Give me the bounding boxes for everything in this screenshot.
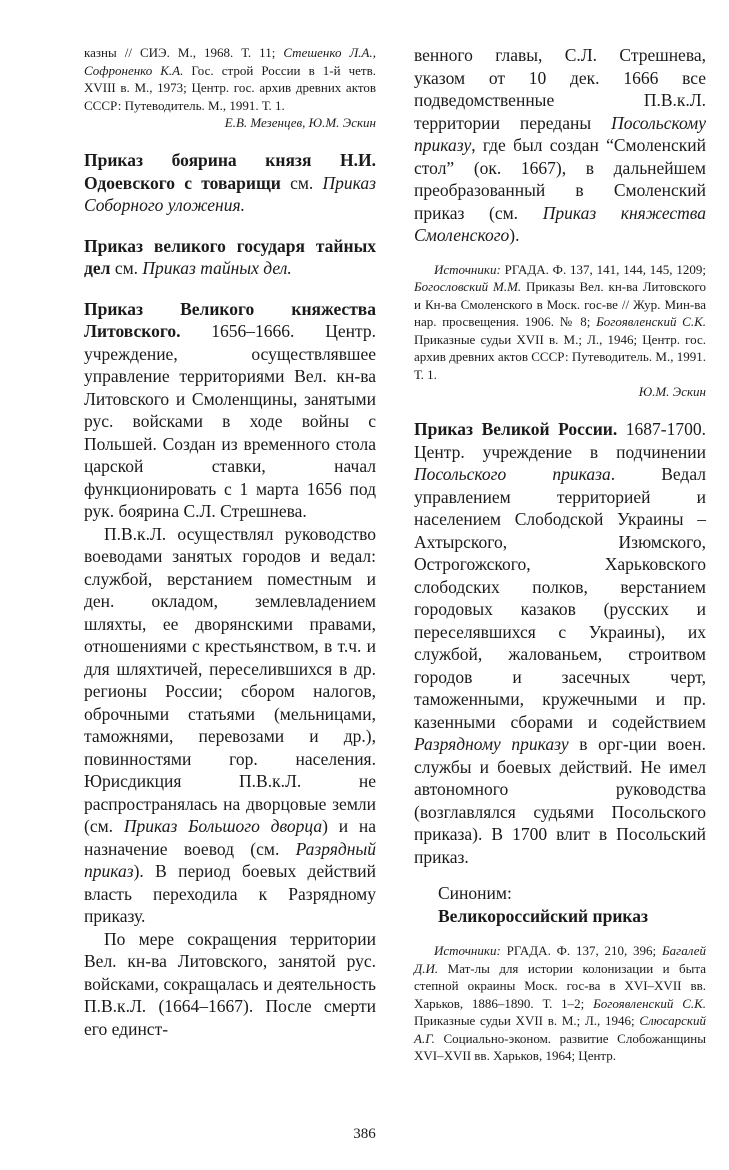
page-number: 386 xyxy=(353,1126,376,1142)
cross-reference: Приказ Соборного уложения. xyxy=(84,172,376,215)
cross-reference: Посольского приказа xyxy=(414,464,611,484)
source-text: Приказы Вел. кн-ва Литовского и Кн-ва Смоленского в Моск. гос-ве // Жур. Мин-ва нар. просвещения. 1906. № 8; xyxy=(414,279,706,329)
entry-prikaz-vkl xyxy=(84,298,376,523)
source-text: Приказные судьи XVII в. М.; Л., 1946; xyxy=(414,1013,640,1028)
entry-text: 1656–1666. Центр. учреждение, осуществлявшее управление территориями Вел. кн-ва Литовского и Смоленщины, занятыми рус. войсками в ходе войны с Польшей. Создан из временного стола царской ставки, начал функционировать с 1 марта 1656 под рук. боярина С.Л. Стрешнева. xyxy=(84,321,376,521)
source-author: Слюсарский А.Г. xyxy=(414,1013,706,1046)
author-signature: Ю.М. Эскин xyxy=(638,384,706,399)
source-text: Гос. строй России в 1-й четв. XVIII в. М., 1973; Центр. гос. архив древних актов СССР: Путеводитель. М., 1991. Т. 1. xyxy=(84,62,376,113)
sources-label: Источники: xyxy=(434,261,501,277)
entry-text: ). В период боевых действий власть переходила к Разрядному приказу. xyxy=(84,861,376,926)
source-author: Богословский М.М. xyxy=(414,279,522,294)
cross-reference: Приказ Большого дворца xyxy=(123,816,323,836)
right-column xyxy=(414,44,706,1065)
source-text: казны // СИЭ. М., 1968. Т. 11; xyxy=(84,45,284,60)
entry-text: . Ведал управлением территорией и населением Слободской Украины – Ахтырского, Изюмского, Острогожского, Харьковского слободских полков, верстанием городовых казаков (русских и переселявшихся с Украины), их службой, жалованьем, строитвом городов и засечных черт, таможенными, кружечными и пр. казенными сборами и содействием xyxy=(414,464,706,732)
synonym-label: Синоним: xyxy=(438,883,512,903)
author-signature: Е.В. Мезенцев, Ю.М. Эскин xyxy=(224,115,376,130)
entry-heading: Приказ великого государя тайных дел xyxy=(84,235,376,278)
cross-reference: Приказ княжества Смоленского xyxy=(414,202,706,245)
source-author: Богоявленский С.К. xyxy=(596,314,706,329)
entry-prikaz-taynyh-del xyxy=(84,235,376,280)
entry-text: П.В.к.Л. осуществлял руководство воеводами занятых городов и ведал: службой, верстанием поместным и ден. окладом, землевладением шляхты, ее дворянскими правами, отношениями с крестьянством, в т.ч. и для шляхтичей, переселившихся в др. регионы России; сбором налогов, оброчными статьями (мельницами, таможнями, перевозами и др.), повинностями гор. населения. Юрисдикция П.В.к.Л. не распространялась на дворцовые земли (см. xyxy=(84,523,376,836)
see-text: см. xyxy=(110,258,143,278)
cross-reference: Разрядному приказу xyxy=(414,734,569,754)
entry-continuation xyxy=(414,44,706,247)
entry-heading: Приказ боярина князя Н.И. Одоевского с товарищи xyxy=(84,150,376,193)
sources-label: Источники: xyxy=(434,943,501,958)
entry-prikaz-velikoy-rossii xyxy=(414,418,706,868)
source-text: Мат-лы для истории колонизации и быта степной окраины Моск. гос-ва в XVI–XVII вв. Харьков, 1886–1890. Т. 1–2; xyxy=(414,960,706,1011)
entry-text: в орг-ции воен. службы и боевых действий. Не имел автономного руководства (возглавлялся судьями Посольского приказа). В 1700 влит в Посольский приказ. xyxy=(414,734,706,867)
entry-heading: Приказ Великого княжества Литовского. xyxy=(84,298,376,341)
entry-prikaz-odoevskogo xyxy=(84,149,376,217)
source-author: Стешенко Л.А., Софроненко К.А. xyxy=(84,45,376,78)
entry-text: , где был создан “Смоленский стол” (ок. 1667), в дальнейшем преобразованный в Смоленский приказ (см. xyxy=(414,135,706,223)
entry-paragraph: По мере сокращения территории Вел. кн-ва Литовского, занятой рус. войсками, сокращалась и деятельность П.В.к.Л. (1664–1667). После смерти его единст- xyxy=(84,928,376,1039)
synonym-term: Великороссийский приказ xyxy=(438,906,649,926)
left-column xyxy=(84,44,376,1040)
cross-reference: Приказ тайных дел. xyxy=(142,258,292,278)
entry-text: 1687-1700. Центр. учреждение в подчинении xyxy=(414,419,707,462)
source-text: Социально-эконом. развитие Слобожанщины XVI–XVII вв. Харьков, 1964; Центр. xyxy=(414,1030,706,1063)
entry-heading: Приказ Великой России. xyxy=(414,419,618,439)
source-text: РГАДА. Ф. 137, 141, 144, 145, 1209; xyxy=(500,261,706,277)
source-text: РГАДА. Ф. 137, 210, 396; xyxy=(500,943,662,958)
source-text: Приказные судьи XVII в. М.; Л., 1946; Центр. гос. архив древних актов СССР: Путеводитель. М., 1991. Т. 1. xyxy=(414,331,706,382)
entry-text: венного главы, С.Л. Стрешнева, указом от 10 дек. 1666 все подведомственные П.В.к.Л. территории переданы xyxy=(414,45,706,133)
source-author: Багалей Д.И. xyxy=(414,943,706,976)
sources-block xyxy=(414,942,706,1065)
sources-block xyxy=(414,261,706,384)
cross-reference: Разрядный приказ xyxy=(84,838,376,881)
see-text: см. xyxy=(280,172,323,193)
cross-reference: Посольскому приказу xyxy=(414,112,706,155)
entry-paragraph xyxy=(84,523,376,928)
entry-text: ). xyxy=(509,225,520,245)
left-fragment-sources xyxy=(84,44,376,114)
source-author: Богоявленский С.К. xyxy=(593,995,706,1011)
entry-text: ) и на назначение воевод (см. xyxy=(84,816,377,859)
